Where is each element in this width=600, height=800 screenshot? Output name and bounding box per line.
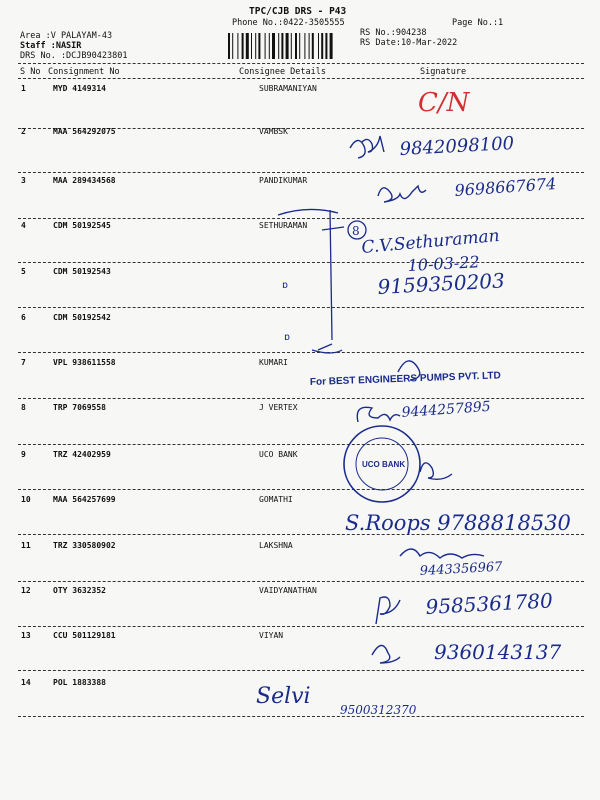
row-consignee: KUMARI (259, 358, 288, 367)
row-consignment-no: VPL 938611558 (53, 358, 116, 367)
row-consignee: J VERTEX (259, 403, 298, 412)
row-sno: 4 (21, 221, 26, 230)
handwriting-phone-12: 9585361780 (425, 588, 554, 619)
signature-scribble (372, 645, 400, 663)
row-consignee: GOMATHI (259, 495, 293, 504)
handwriting-cn: C/N (418, 88, 470, 118)
signature-scribble (420, 463, 452, 479)
arrow-line (278, 209, 344, 353)
handwriting-phone-8: 9444257895 (401, 398, 492, 421)
barcode-bar (281, 33, 283, 59)
row-divider (18, 626, 584, 627)
barcode-bar (278, 33, 279, 59)
handwriting-phone-4: 9159350203 (377, 268, 506, 299)
page-number: Page No.:1 (452, 18, 504, 28)
row-divider (18, 581, 584, 582)
handwriting-phone-11: 9443356967 (419, 559, 503, 579)
handwriting-name-14: Selvi (256, 684, 311, 709)
page-title: TPC/CJB DRS - P43 (249, 6, 347, 17)
row-sno: 6 (21, 313, 26, 322)
row-sno: 10 (21, 495, 31, 504)
barcode-bar (258, 33, 260, 59)
rs-number: RS No.:904238 (360, 28, 427, 38)
row-divider (18, 489, 584, 490)
barcode-bar (312, 33, 314, 59)
divider (18, 78, 584, 79)
row-consignment-no: CDM 50192543 (53, 267, 111, 276)
row-sno: 8 (21, 403, 26, 412)
bank-seal (344, 426, 420, 502)
circled-number (348, 221, 366, 239)
barcode-bar (325, 33, 327, 59)
barcode-bar (251, 33, 252, 59)
phone-number: Phone No.:0422-3505555 (232, 18, 345, 28)
row-divider (18, 218, 584, 219)
row-consignee: SETHURAMAN (259, 221, 308, 230)
barcode-bar (299, 33, 300, 59)
signature-scribble (398, 361, 420, 380)
row-divider (18, 398, 584, 399)
col-signature: Signature (420, 67, 467, 77)
handwriting-phone-14: 9500312370 (340, 703, 417, 717)
row-consignee: UCO BANK (259, 450, 298, 459)
barcode-bar (228, 33, 230, 59)
row-consignment-no: MAA 289434568 (53, 176, 116, 185)
row-consignee: PANDIKUMAR (259, 176, 308, 185)
row-divider (18, 172, 584, 173)
row-sno: 3 (21, 176, 26, 185)
row-sno: 1 (21, 84, 26, 93)
handwriting-phone-3: 9698667674 (453, 173, 557, 200)
row-divider (18, 262, 584, 263)
handwriting-phone-2: 9842098100 (399, 133, 515, 160)
row-divider (18, 534, 584, 535)
area-label: Area :V PALAYAM-43 (20, 31, 113, 41)
row-consignee: VIYAN (259, 631, 284, 640)
handwriting-phone-13: 9360143137 (434, 640, 562, 664)
barcode-bar (318, 33, 319, 59)
row-consignment-no: MAA 564257699 (53, 495, 116, 504)
barcode-bar (304, 33, 305, 59)
barcode-bar (232, 33, 233, 59)
tick-mark: ɒ (284, 332, 291, 343)
handwriting-10: S.Roops 9788818530 (345, 511, 571, 535)
row-sno: 2 (21, 127, 26, 136)
col-consignment: Consignment No (48, 67, 120, 77)
handwriting-date-4: 10-03-22 (407, 252, 481, 275)
row-consignment-no: CCU 501129181 (53, 631, 116, 640)
row-sno: 11 (21, 541, 31, 550)
row-consignment-no: MYD 4149314 (53, 84, 106, 93)
signature-scribble (400, 549, 484, 558)
row-divider (18, 307, 584, 308)
row-divider (18, 444, 584, 445)
row-divider (18, 716, 584, 717)
col-sno: S No (20, 67, 41, 77)
drs-number: DRS No. :DCJB90423801 (20, 51, 128, 61)
barcode-bar (272, 33, 275, 59)
company-stamp: For BEST ENGINEERS PUMPS PVT. LTD (309, 370, 501, 388)
signature-scribble (378, 186, 426, 202)
barcode-bar (291, 33, 292, 59)
barcode-bar (246, 33, 249, 59)
signature-scribble (357, 407, 400, 422)
row-consignee: SUBRAMANIYAN (259, 84, 317, 93)
row-consignee: VAIDYANATHAN (259, 586, 317, 595)
handwriting-name-4: C.V.Sethuraman (360, 225, 501, 258)
signature-scribble (350, 136, 384, 158)
tick-mark: ɒ (282, 280, 289, 291)
barcode-bar (295, 33, 297, 59)
row-sno: 13 (21, 631, 31, 640)
row-consignment-no: OTY 3632352 (53, 586, 106, 595)
row-consignment-no: TRZ 42402959 (53, 450, 111, 459)
barcode-bar (237, 33, 238, 59)
circled-number-text: 8 (352, 224, 360, 238)
row-consignee: VAMBSK (259, 127, 288, 136)
col-consignee: Consignee Details (239, 67, 326, 77)
staff-label: Staff :NASIR (20, 41, 82, 51)
barcode-bar (330, 33, 333, 59)
bank-seal-inner (356, 438, 408, 490)
barcode-bar (255, 33, 256, 59)
bank-seal-label: UCO BANK (362, 460, 406, 469)
barcode-bar (309, 33, 310, 59)
barcode (228, 33, 356, 59)
row-consignee: LAKSHNA (259, 541, 293, 550)
row-divider (18, 670, 584, 671)
row-sno: 14 (21, 678, 31, 687)
row-consignment-no: CDM 50192542 (53, 313, 111, 322)
row-consignment-no: MAA 564292075 (53, 127, 116, 136)
row-sno: 7 (21, 358, 26, 367)
row-sno: 5 (21, 267, 26, 276)
row-consignment-no: POL 1883388 (53, 678, 106, 687)
barcode-bar (269, 33, 270, 59)
barcode-bar (321, 33, 323, 59)
barcode-bar (265, 33, 266, 59)
row-sno: 12 (21, 586, 31, 595)
row-divider (18, 352, 584, 353)
row-consignment-no: TRZ 330580902 (53, 541, 116, 550)
row-consignment-no: TRP 7069558 (53, 403, 106, 412)
signature-scribble (376, 597, 400, 624)
divider (18, 63, 584, 64)
rs-date: RS Date:10-Mar-2022 (360, 38, 458, 48)
barcode-bar (242, 33, 244, 59)
barcode-bar (286, 33, 289, 59)
row-consignment-no: CDM 50192545 (53, 221, 111, 230)
row-sno: 9 (21, 450, 26, 459)
